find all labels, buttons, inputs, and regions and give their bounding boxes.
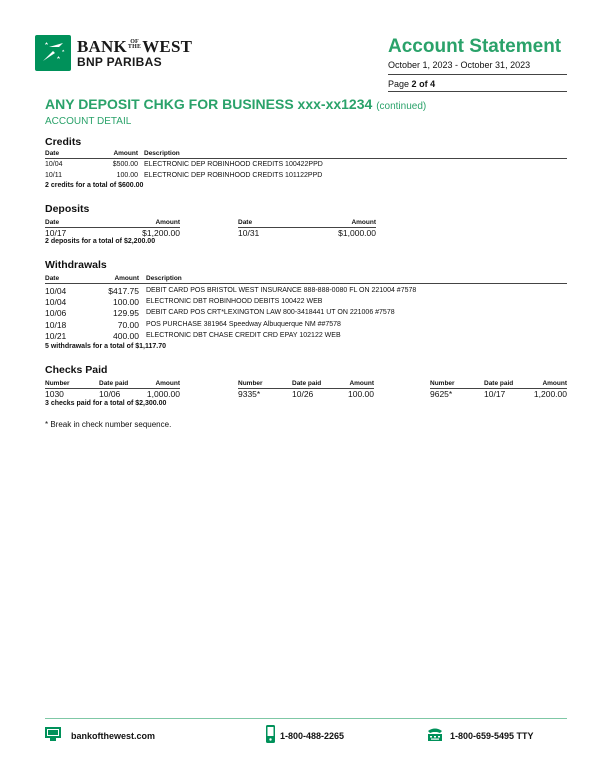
page-total: of 4	[419, 79, 436, 89]
withdrawal-amount: 400.00	[113, 331, 139, 341]
withdrawals-header-rule	[45, 283, 567, 284]
check-sequence-note: * Break in check number sequence.	[45, 420, 172, 429]
check-number: 1030	[45, 389, 64, 399]
deposits-header-amount-2: Amount	[351, 219, 376, 226]
withdrawals-header-description: Description	[146, 275, 182, 282]
continued-label: (continued)	[376, 101, 427, 112]
credit-description: ELECTRONIC DEP ROBINHOOD CREDITS 100422PPD	[144, 161, 323, 168]
check-date-paid: 10/26	[292, 389, 314, 399]
checks-header-number: Number	[238, 380, 263, 387]
check-amount: 100.00	[348, 389, 374, 399]
checks-total: 3 checks paid for a total of $2,300.00	[45, 400, 167, 407]
account-title	[45, 96, 426, 112]
credit-amount: $500.00	[112, 161, 138, 168]
withdrawal-date: 10/04	[45, 297, 67, 307]
footer-divider	[45, 718, 567, 719]
deposits-total: 2 deposits for a total of $2,200.00	[45, 238, 156, 245]
deposits-header-date: Date	[45, 219, 60, 226]
account-detail-label: ACCOUNT DETAIL	[45, 116, 132, 127]
checks-header-number: Number	[45, 380, 70, 387]
withdrawals-title: Withdrawals	[45, 259, 107, 271]
deposit-amount: $1,000.00	[338, 228, 376, 238]
bank-name-ofthe	[128, 40, 141, 50]
withdrawal-description: POS PURCHASE 381964 Speedway Albuquerque NM ##7578	[146, 321, 341, 328]
bank-name-part2: WEST	[142, 37, 193, 56]
checks-header-date-paid: Date paid	[292, 380, 322, 387]
withdrawal-description: DEBIT CARD POS BRISTOL WEST INSURANCE 888-888-0080 FL ON 221004 #7578	[146, 287, 417, 294]
withdrawals-total: 5 withdrawals for a total of $1,117.70	[45, 343, 166, 350]
header-divider	[388, 74, 567, 75]
checks-header-amount: Amount	[349, 380, 374, 387]
withdrawal-date: 10/21	[45, 331, 67, 341]
credits-header-amount: Amount	[113, 150, 138, 157]
credit-description: ELECTRONIC DEP ROBINHOOD CREDITS 101122PPD	[144, 172, 323, 179]
credit-date: 10/11	[45, 172, 62, 179]
footer-tty[interactable]: 1-800-659-5495 TTY	[450, 731, 534, 741]
check-date-paid: 10/06	[99, 389, 121, 399]
bank-logo	[35, 35, 71, 71]
star-logo-icon	[35, 35, 71, 71]
mobile-phone-icon	[266, 725, 275, 743]
check-number: 9625*	[430, 389, 453, 399]
withdrawal-description: ELECTRONIC DBT CHASE CREDIT CRD EPAY 102122 WEB	[146, 332, 341, 339]
withdrawal-amount: 129.95	[113, 308, 139, 318]
checks-title: Checks Paid	[45, 364, 108, 376]
check-date-paid: 10/17	[484, 389, 506, 399]
credit-amount: 100.00	[116, 172, 138, 179]
account-name: ANY DEPOSIT CHKG FOR BUSINESS xxx-xx1234	[45, 96, 373, 112]
checks-header-amount: Amount	[155, 380, 180, 387]
checks-header-number: Number	[430, 380, 455, 387]
header-divider-2	[388, 91, 567, 92]
page-number: 2	[411, 79, 417, 89]
bank-name-part1: BANK	[77, 37, 127, 56]
statement-title: Account Statement	[388, 36, 562, 57]
deposits-header-date-2: Date	[238, 219, 253, 226]
deposits-title: Deposits	[45, 203, 90, 215]
computer-icon	[45, 727, 61, 741]
check-number: 9335*	[238, 389, 261, 399]
checks-header-date-paid: Date paid	[484, 380, 514, 387]
bank-name-of: OF	[130, 39, 139, 45]
credits-title: Credits	[45, 136, 82, 148]
tty-icon	[427, 727, 443, 741]
deposit-amount: $1,200.00	[142, 228, 180, 238]
page-label: Page	[388, 79, 410, 89]
withdrawal-amount: 100.00	[113, 297, 139, 307]
page-indicator	[388, 79, 435, 89]
credit-date: 10/04	[45, 161, 63, 168]
bank-subtitle: BNP PARIBAS	[77, 55, 162, 69]
withdrawal-date: 10/04	[45, 286, 67, 296]
withdrawal-date: 10/18	[45, 320, 67, 330]
deposit-date: 10/31	[238, 228, 260, 238]
withdrawals-header-amount: Amount	[114, 275, 139, 282]
checks-header-date-paid: Date paid	[99, 380, 129, 387]
withdrawals-header-date: Date	[45, 275, 60, 282]
deposit-date: 10/17	[45, 228, 67, 238]
withdrawal-amount: 70.00	[117, 320, 139, 330]
deposits-header-amount: Amount	[155, 219, 180, 226]
withdrawal-description: DEBIT CARD POS CRT*LEXINGTON LAW 800-3418441 UT ON 221006 #7578	[146, 309, 395, 316]
withdrawal-description: ELECTRONIC DBT ROBINHOOD DEBITS 100422 WEB	[146, 298, 323, 305]
check-amount: 1,000.00	[146, 389, 180, 399]
checks-header-amount: Amount	[542, 380, 567, 387]
bank-name	[77, 39, 192, 55]
bank-name-the: THE	[127, 44, 142, 50]
credits-total: 2 credits for a total of $600.00	[45, 182, 144, 189]
withdrawal-amount: $417.75	[108, 286, 139, 296]
check-amount: 1,200.00	[533, 389, 567, 399]
statement-period: October 1, 2023 - October 31, 2023	[388, 60, 531, 70]
footer-phone[interactable]: 1-800-488-2265	[280, 731, 345, 741]
credits-header-description: Description	[144, 150, 180, 157]
footer-website-link[interactable]: bankofthewest.com	[71, 731, 156, 741]
credits-header-date: Date	[45, 150, 60, 157]
withdrawal-date: 10/06	[45, 308, 67, 318]
credits-header-rule	[45, 158, 567, 159]
